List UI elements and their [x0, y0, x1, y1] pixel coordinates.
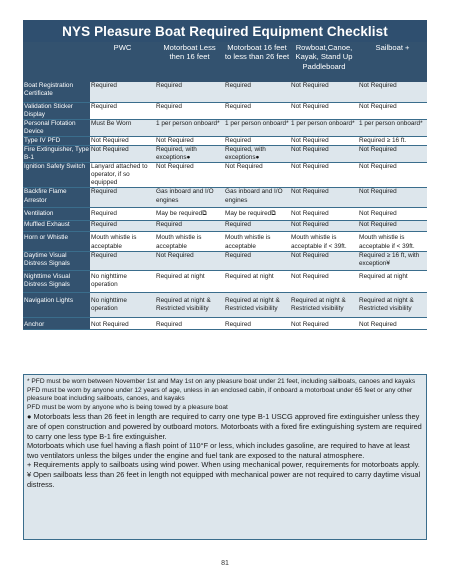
- footnote-fire-extinguisher: ● Motorboats less than 26 feet in length are required to carry one type B-1 USCG approved fire extinguisher unless they are of open construction and powered by outboard motors. Motorboats with a fixed fire extinguishing system are required to carry one less type B-1 fire extinguisher.: [27, 412, 422, 441]
- header-corner: [23, 42, 90, 82]
- table-cell: Not Required: [358, 102, 427, 119]
- table-cell: Not Required: [90, 145, 155, 162]
- table-cell: Not Required: [358, 145, 427, 162]
- table-row: [23, 208, 427, 221]
- table-cell: Mouth whistle is acceptable: [224, 232, 290, 251]
- table-row: [23, 232, 427, 251]
- table-cell: Not Required: [290, 208, 358, 221]
- table-cell: Required: [90, 102, 155, 119]
- table-cell: 1 per person onboard*: [290, 119, 358, 136]
- table-cell: Not Required: [290, 188, 358, 208]
- row-label: Type IV PFD: [23, 136, 90, 145]
- footnote-sailboat-power: + Requirements apply to sailboats using wind power. When using mechanical power, requirements for motorboats apply.: [27, 460, 420, 470]
- table-cell: Gas inboard and I/O engines: [224, 188, 290, 208]
- table-cell: Required at night & Restricted visibility: [224, 292, 290, 317]
- row-label: Fire Extinguisher, Type B-1: [24, 145, 89, 162]
- table-cell: Required at night & Restricted visibility: [155, 292, 224, 317]
- footnote-pfd-season: * PFD must be worn between November 1st and May 1st on any pleasure boat under 21 feet, including sailboats, canoes and kayaks: [27, 378, 416, 385]
- table-row: [23, 251, 427, 270]
- row-label: Navigation Lights: [23, 292, 90, 317]
- table-cell: Not Required: [90, 136, 155, 145]
- table-cell: Not Required: [290, 221, 358, 232]
- footnote-pfd-towed: PFD must be worn by anyone who is being towed by a pleasure boat: [27, 403, 228, 411]
- footnote-pfd-age: PFD must be worn by anyone under 12 years of age, unless in an enclosed cabin, if onboard a motorboat under 65 feet or any other pleasure boat including sailboats, canoes, and kayaks: [27, 386, 413, 403]
- table-cell: Required: [90, 208, 155, 221]
- column-header-rowboat: Rowboat,Canoe, Kayak, Stand Up Paddleboard: [295, 43, 353, 71]
- table-cell: 1 per person onboard*: [155, 119, 224, 136]
- table-cell: Required: [90, 82, 155, 102]
- table-cell: 1 per person onboard*: [358, 119, 427, 136]
- row-label: Personal Flotation Device: [23, 119, 90, 136]
- footnote-distress-exception: ¥ Open sailboats less than 26 feet in length not equipped with mechanical power are not required to carry daytime visual distress.: [27, 469, 421, 489]
- table-cell: Required: [224, 317, 290, 329]
- table-cell: 1 per person onboard*: [224, 119, 290, 136]
- table-cell: Must Be Worn: [90, 119, 155, 136]
- table-cell: Required at night: [224, 270, 290, 292]
- table-row: [23, 163, 427, 188]
- row-label: Ventilation: [23, 208, 90, 221]
- table-row: [23, 317, 427, 329]
- row-label: Boat Registration Certificate: [23, 82, 90, 102]
- table-row: [23, 221, 427, 232]
- table-cell: Not Required: [155, 136, 224, 145]
- table-cell: Required: [155, 221, 224, 232]
- table-cell: Not Required: [155, 251, 224, 270]
- table-cell: Not Required: [290, 102, 358, 119]
- table-cell: Not Required: [358, 208, 427, 221]
- table-cell: Not Required: [290, 163, 358, 188]
- row-label: Muffled Exhaust: [23, 221, 90, 232]
- page-number: 81: [221, 560, 229, 567]
- table-row: [23, 102, 427, 119]
- table-row: [23, 145, 427, 162]
- table-cell: Mouth whistle is acceptable: [90, 232, 155, 251]
- table-cell: Required: [90, 251, 155, 270]
- table-cell: Required: [224, 221, 290, 232]
- table-cell: Mouth whistle is acceptable: [155, 232, 224, 251]
- table-cell: Not Required: [290, 136, 358, 145]
- table-row: [23, 119, 427, 136]
- row-label: Anchor: [23, 317, 90, 329]
- table-cell: Required: [90, 221, 155, 232]
- table-cell: Required ≥ 16 ft.: [358, 136, 427, 145]
- table-row: [23, 136, 427, 145]
- table-cell: Required, with exceptions●: [224, 145, 290, 162]
- table-cell: Mouth whistle is acceptable if < 39ft.: [290, 232, 358, 251]
- page-title: NYS Pleasure Boat Required Equipment Checklist: [23, 20, 427, 42]
- table-cell: Required at night: [358, 270, 427, 292]
- checklist-page: [23, 20, 427, 330]
- row-label: Nighttime Visual Distress Signals: [23, 270, 90, 292]
- table-cell: Required: [224, 82, 290, 102]
- table-cell: Required: [155, 102, 224, 119]
- row-label: Horn or Whistle: [23, 232, 90, 251]
- footnotes-box: [23, 374, 427, 540]
- table-cell: Required at night & Restricted visibility: [290, 292, 358, 317]
- table-cell: Required: [90, 188, 155, 208]
- table-cell: Not Required: [358, 163, 427, 188]
- row-label: Validation Sticker Display: [23, 102, 90, 119]
- table-cell: No nighttime operation: [90, 292, 155, 317]
- table-cell: Required: [224, 136, 290, 145]
- row-label: Ignition Safety Switch: [23, 163, 90, 188]
- table-cell: Not Required: [358, 82, 427, 102]
- table-cell: Required: [224, 102, 290, 119]
- table-cell: No nighttime operation: [90, 270, 155, 292]
- column-header-pwc: PWC: [113, 43, 132, 52]
- table-cell: Not Required: [290, 251, 358, 270]
- table-cell: Not Required: [290, 145, 358, 162]
- table-cell: Required: [155, 82, 224, 102]
- table-cell: Not Required: [90, 317, 155, 329]
- table-cell: Not Required: [290, 317, 358, 329]
- table-row: [23, 82, 427, 102]
- table-cell: Not Required: [358, 188, 427, 208]
- table-cell: May be required⧉: [155, 208, 224, 221]
- table-cell: Required: [155, 317, 224, 329]
- table-cell: Not Required: [358, 221, 427, 232]
- table-cell: Required, with exceptions●: [155, 145, 224, 162]
- table-cell: Not Required: [224, 163, 290, 188]
- table-cell: Not Required: [290, 82, 358, 102]
- table-cell: Required at night & Restricted visibility: [358, 292, 427, 317]
- table-row: [23, 188, 427, 208]
- table-cell: Required ≥ 16 ft, with exception¥: [358, 251, 427, 270]
- table-row: [23, 292, 427, 317]
- table-row: [23, 270, 427, 292]
- equipment-table: [23, 82, 427, 330]
- footnote-ventilation: Motorboats which use fuel having a flash point of 110°F or less, which includes gasoline, are required to have at least two ventilators unless the bilges under the engine and fuel tank are exposed to the natural atmosphere.: [27, 441, 410, 460]
- table-cell: Not Required: [358, 317, 427, 329]
- table-cell: Required: [224, 251, 290, 270]
- table-cell: Not Required: [290, 270, 358, 292]
- row-label: Backfire Flame Arrestor: [23, 188, 90, 208]
- table-cell: Not Required: [155, 163, 224, 188]
- table-cell: Mouth whistle is acceptable if < 39ft.: [358, 232, 427, 251]
- column-header-row: [23, 42, 427, 82]
- table-cell: Required at night: [155, 270, 224, 292]
- column-header-motorboat-small: Motorboat Less then 16 feet: [163, 43, 216, 62]
- table-cell: Gas inboard and I/O engines: [155, 188, 224, 208]
- table-cell: Lanyard attached to operator, if so equipped: [90, 163, 155, 188]
- column-header-sailboat: Sailboat +: [375, 43, 410, 52]
- row-label: Daytime Visual Distress Signals: [23, 251, 90, 270]
- column-header-motorboat-medium: Motorboat 16 feet to less than 26 feet: [224, 43, 290, 62]
- table-cell: May be required⧉: [224, 208, 290, 221]
